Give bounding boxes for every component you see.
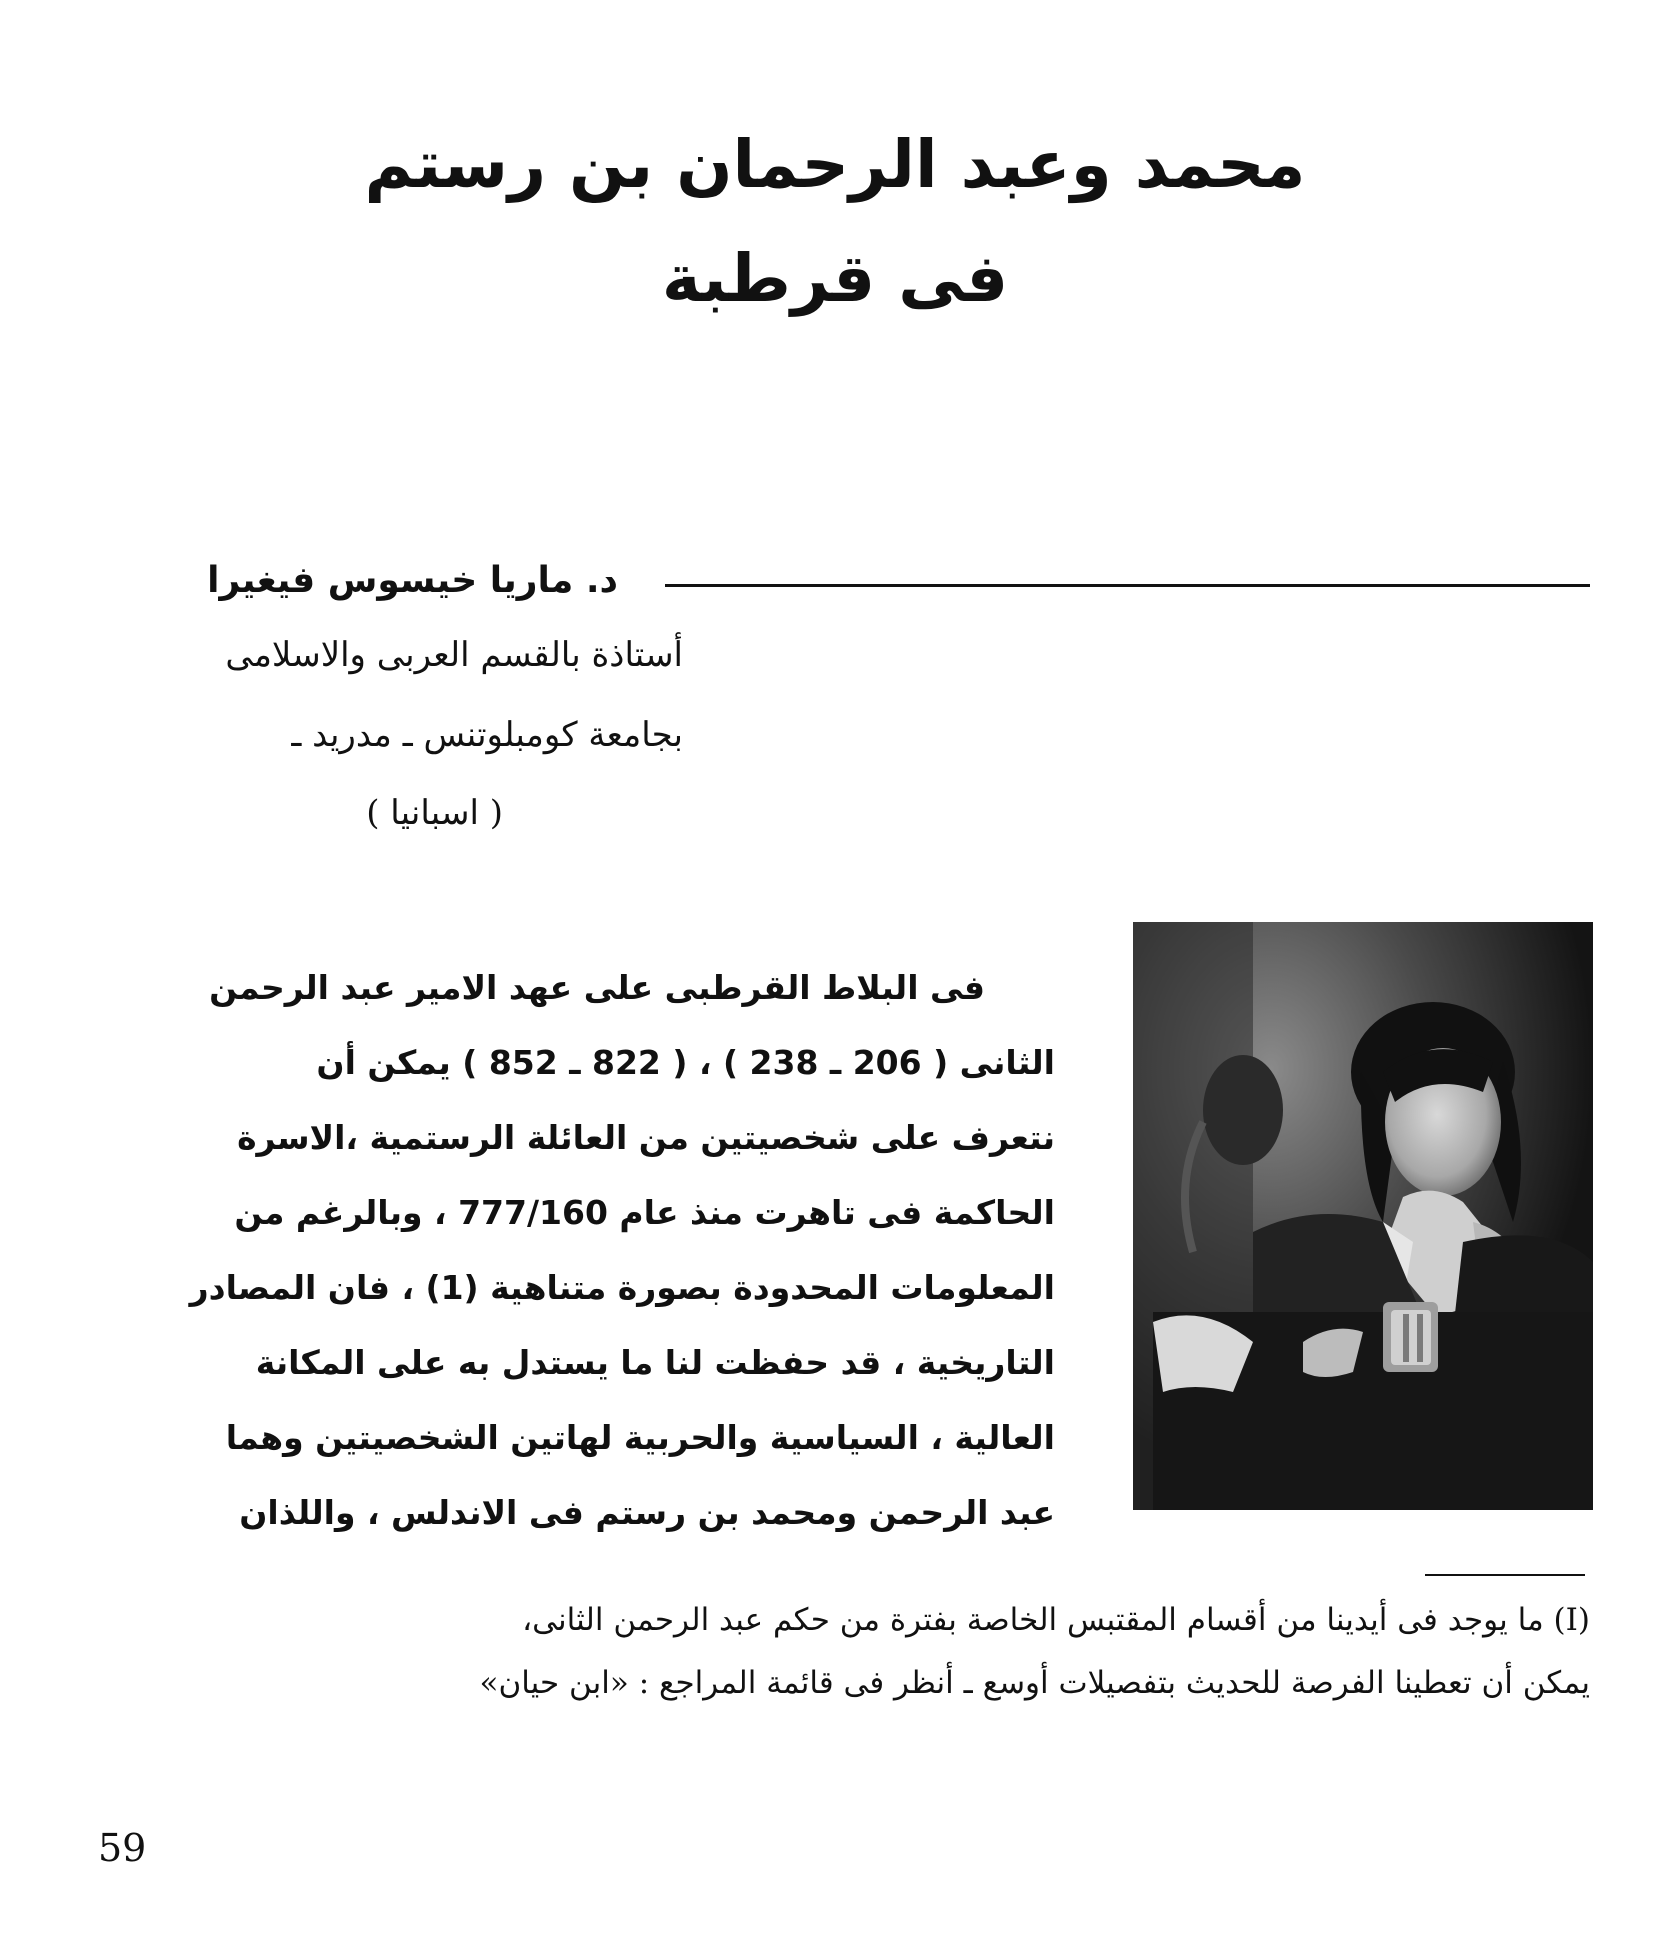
author-portrait-photo: [1133, 922, 1593, 1510]
body-line: التاريخية ، قد حفظت لنا ما يستدل به على المكانة: [255, 1343, 1055, 1382]
body-line: عبد الرحمن ومحمد بن رستم فى الاندلس ، واللذان: [239, 1493, 1055, 1532]
footnote-line-2: يمكن أن تعطينا الفرصة للحديث بتفصيلات أوسع ـ أنظر فى قائمة المراجع : «ابن حيان»: [479, 1665, 1590, 1701]
body-line: المعلومات المحدودة بصورة متناهية (1) ، فان المصادر: [189, 1268, 1055, 1307]
footnote-rule: [1425, 1574, 1585, 1576]
author-affiliation-line-2: بجامعة كومبلوتنس ـ مدريد ـ: [291, 715, 683, 755]
author-rule: [665, 584, 1590, 587]
body-line: الثانى ( 206 ـ 238 ) ، ( 822 ـ 852 ) يمكن أن: [316, 1043, 1055, 1082]
article-body: [100, 950, 1055, 1550]
article-title-line-2: فى قرطبة: [661, 240, 1009, 317]
body-line: فى البلاط القرطبى على عهد الامير عبد الرحمن: [209, 968, 985, 1007]
article-title-line-1: محمد وعبد الرحمان بن رستم: [364, 126, 1306, 203]
page-number: 59: [98, 1826, 147, 1870]
body-line: العالية ، السياسية والحربية لهاتين الشخصيتين وهما: [225, 1418, 1055, 1457]
body-line: الحاكمة فى تاهرت منذ عام 777/160 ، وبالرغم من: [234, 1193, 1055, 1232]
author-affiliation-line-1: أستاذة بالقسم العربى والاسلامى: [225, 635, 683, 675]
body-line: نتعرف على شخصيتين من العائلة الرستمية ،الاسرة: [237, 1118, 1055, 1157]
author-name: د. ماريا خيسوس فيغيرا: [207, 560, 618, 601]
author-affiliation-line-3: ( اسبانيا ): [366, 793, 503, 833]
footnote-line-1: (I) ما يوجد فى أيدينا من أقسام المقتبس الخاصة بفترة من حكم عبد الرحمن الثانى،: [522, 1602, 1590, 1638]
